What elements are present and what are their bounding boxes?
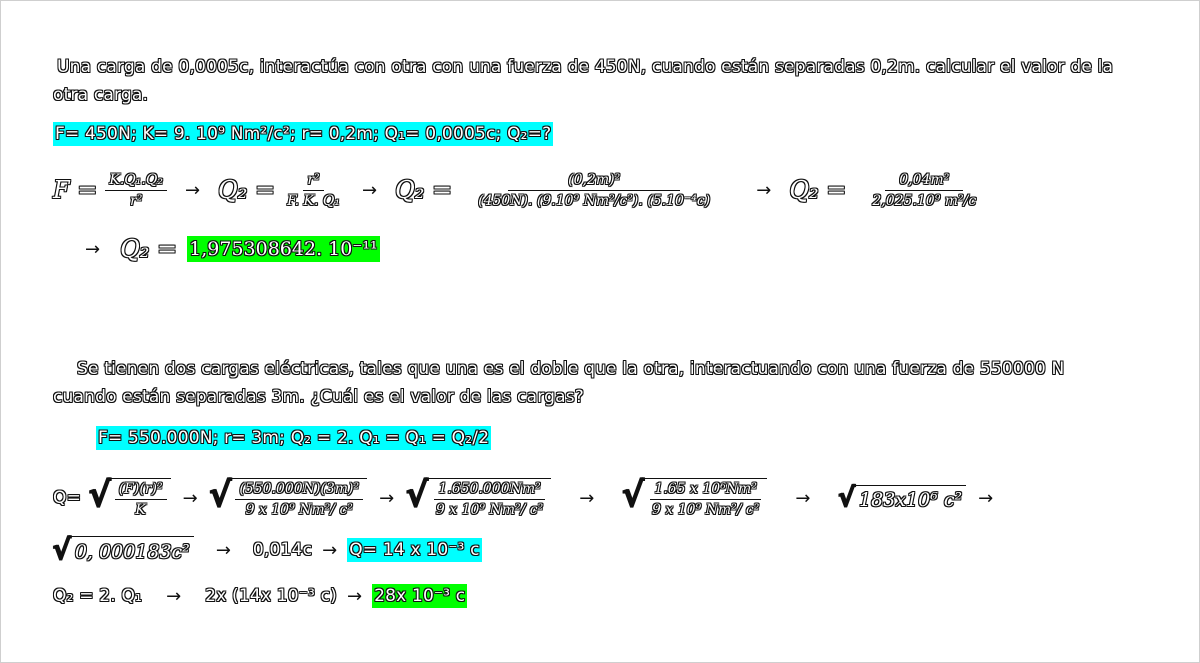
q2-substituted-fraction — [474, 172, 714, 209]
arrow-icon: → — [379, 487, 395, 509]
sqrt-step2-numerator: (550.000N)(3m)² — [235, 481, 363, 500]
arrow-icon: → — [182, 487, 198, 509]
sqrt-step1-denominator: K — [135, 502, 146, 518]
q2-fraction — [283, 172, 344, 209]
sqrt-step3 — [406, 475, 551, 518]
sqrt-icon: √ — [89, 475, 111, 515]
sqrt-step2-denominator: 9 x 10⁹ Nm²/ c² — [245, 502, 353, 518]
arrow-icon: → — [215, 539, 231, 561]
coulomb-lhs: F = — [53, 176, 98, 204]
coulomb-numerator: K.Q₁.Q₂ — [105, 172, 167, 191]
problem1-statement-line1: Una carga de 0,0005c, interactúa con otra con una fuerza de 450N, cuando están separadas 0,2m. calcular el valor de la — [57, 57, 1114, 77]
arrow-icon: → — [361, 179, 378, 201]
arrow-icon: → — [166, 585, 182, 607]
problem2-statement-line2: cuando están separadas 3m. ¿Cuál es el valor de las cargas? — [53, 387, 584, 407]
problem2-statement-line1: Se tienen dos cargas eléctricas, tales que una es el doble que la otra, interactuando con una fuerza de 550000 N — [77, 359, 1065, 379]
q2-simplified-numerator: 0,04m² — [885, 172, 963, 191]
sqrt-step3-numerator: 1.650.000Nm² — [434, 481, 544, 500]
sqrt-step2 — [209, 475, 367, 518]
q2-simplified-fraction — [868, 172, 980, 209]
arrow-icon: → — [85, 238, 101, 260]
sqrt-step5 — [838, 485, 966, 511]
sqrt-icon: √ — [53, 533, 71, 566]
sqrt-step6 — [53, 533, 194, 566]
problem2-sqrt-row2 — [53, 531, 482, 569]
q2-denominator: F. K. Q₁ — [287, 192, 340, 209]
arrow-icon: → — [322, 539, 338, 561]
arrow-icon: → — [978, 487, 994, 509]
q2-lhs-3: Q₂ = — [789, 176, 847, 204]
q2-lhs: Q₂ = — [218, 176, 276, 204]
q2-result-value: 28x 10⁻³ c — [374, 586, 466, 606]
arrow-icon: → — [756, 179, 772, 201]
arrow-icon: → — [795, 487, 811, 509]
q-result-value: Q= 14 x 10⁻³ c — [349, 540, 480, 560]
result-lhs: Q₂ = — [120, 235, 178, 263]
coulomb-fraction — [105, 172, 167, 209]
sqrt-step1 — [89, 475, 171, 518]
q2-substituted-numerator: (0,2m)² — [508, 172, 680, 191]
q2-step: 2x (14x 10⁻³ c) — [205, 586, 337, 606]
sqrt-step6-radicand: 0, 000183c² — [71, 536, 194, 564]
arrow-icon: → — [579, 487, 595, 509]
problem1-result-value: 1,975308642. 10⁻¹¹ — [189, 238, 378, 260]
problem1-given-values: F= 450N; K= 9. 10⁹ Nm²/c²; r= 0,2m; Q₁= 0,0005c; Q₂=? — [55, 124, 552, 144]
problem2-sqrt-row — [53, 467, 997, 529]
sqrt-icon: √ — [622, 475, 645, 515]
intermediate-value: 0,014c — [252, 540, 313, 560]
coulomb-denominator: r² — [130, 192, 143, 209]
sqrt-step5-radicand: 183x10⁶ c² — [855, 485, 966, 511]
sqrt-step4 — [622, 475, 767, 518]
problem1-result-row — [85, 235, 380, 263]
q2-lhs-2: Q₂ = — [395, 176, 453, 204]
problem2-q2-row — [53, 581, 467, 611]
sqrt-icon: √ — [838, 483, 856, 513]
problem2-given-values: F= 550.000N; r= 3m; Q₂ = 2. Q₁ = Q₁ = Q₂/2 — [98, 428, 490, 448]
sqrt-step1-numerator: (F)(r)² — [115, 481, 167, 500]
sqrt-icon: √ — [209, 475, 232, 515]
arrow-icon: → — [346, 585, 363, 607]
sqrt-icon: √ — [406, 475, 428, 515]
sqrt-step3-denominator: 9 x 10⁹ Nm²/ c² — [435, 502, 544, 518]
arrow-icon: → — [184, 179, 201, 201]
q-lhs: Q= — [53, 488, 82, 508]
problem1-equation-row — [53, 167, 980, 213]
sqrt-step4-denominator: 9 x 10⁹ Nm²/ c² — [652, 502, 760, 518]
q2-relation: Q₂ = 2. Q₁ — [53, 586, 143, 606]
q2-simplified-denominator: 2,025.10⁹ m²/c — [872, 192, 977, 209]
problem1-statement-line2: otra carga. — [53, 85, 149, 105]
q2-substituted-denominator: (450N). (9.10⁹ Nm²/c²). (5.10⁻⁴c) — [478, 192, 711, 209]
sqrt-step4-numerator: 1.65 x 10⁶Nm² — [650, 481, 761, 500]
q2-numerator: r² — [303, 172, 323, 191]
